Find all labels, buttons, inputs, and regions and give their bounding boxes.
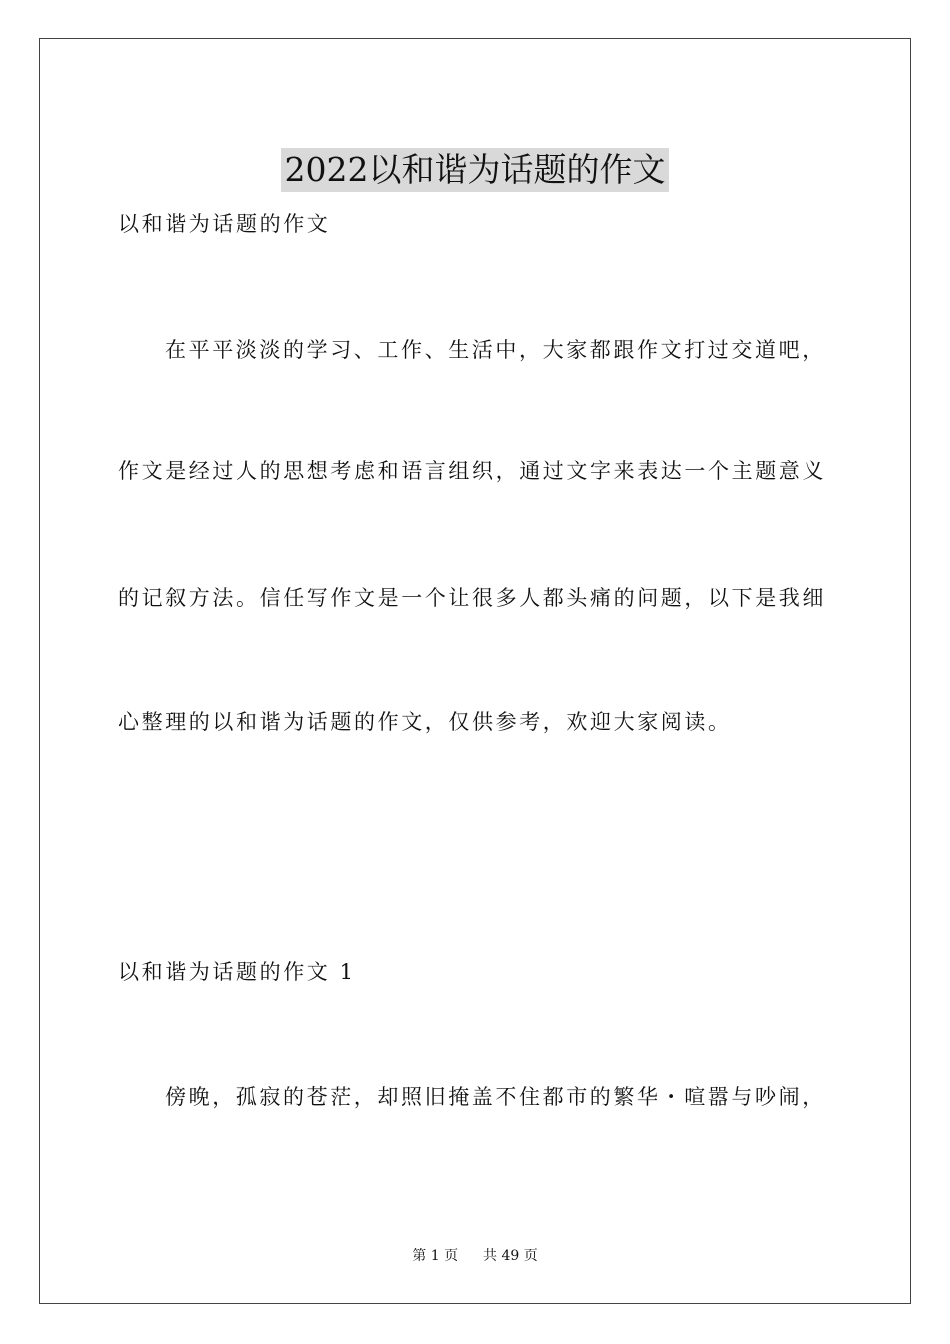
page-number: 第 1 页 [412,1248,459,1264]
paragraph-line: 作文是经过人的思想考虑和语言组织，通过文字来表达一个主题意义 [118,459,826,483]
page-footer [0,1246,950,1266]
paragraph-line: 的记叙方法。信任写作文是一个让很多人都头痛的问题，以下是我细 [118,586,826,610]
paragraph-line: 傍晚，孤寂的苍茫，却照旧掩盖不住都市的繁华・喧嚣与吵闹， [165,1085,826,1109]
page-title: 2022以和谐为话题的作文 [281,148,670,192]
section-heading: 以和谐为话题的作文 1 [118,960,356,984]
paragraph-line: 在平平淡淡的学习、工作、生活中，大家都跟作文打过交道吧， [165,338,826,362]
page-total: 共 49 页 [483,1248,538,1264]
title-container [0,126,950,214]
paragraph-line: 心整理的以和谐为话题的作文，仅供参考，欢迎大家阅读。 [118,710,732,734]
subtitle: 以和谐为话题的作文 [118,212,331,236]
